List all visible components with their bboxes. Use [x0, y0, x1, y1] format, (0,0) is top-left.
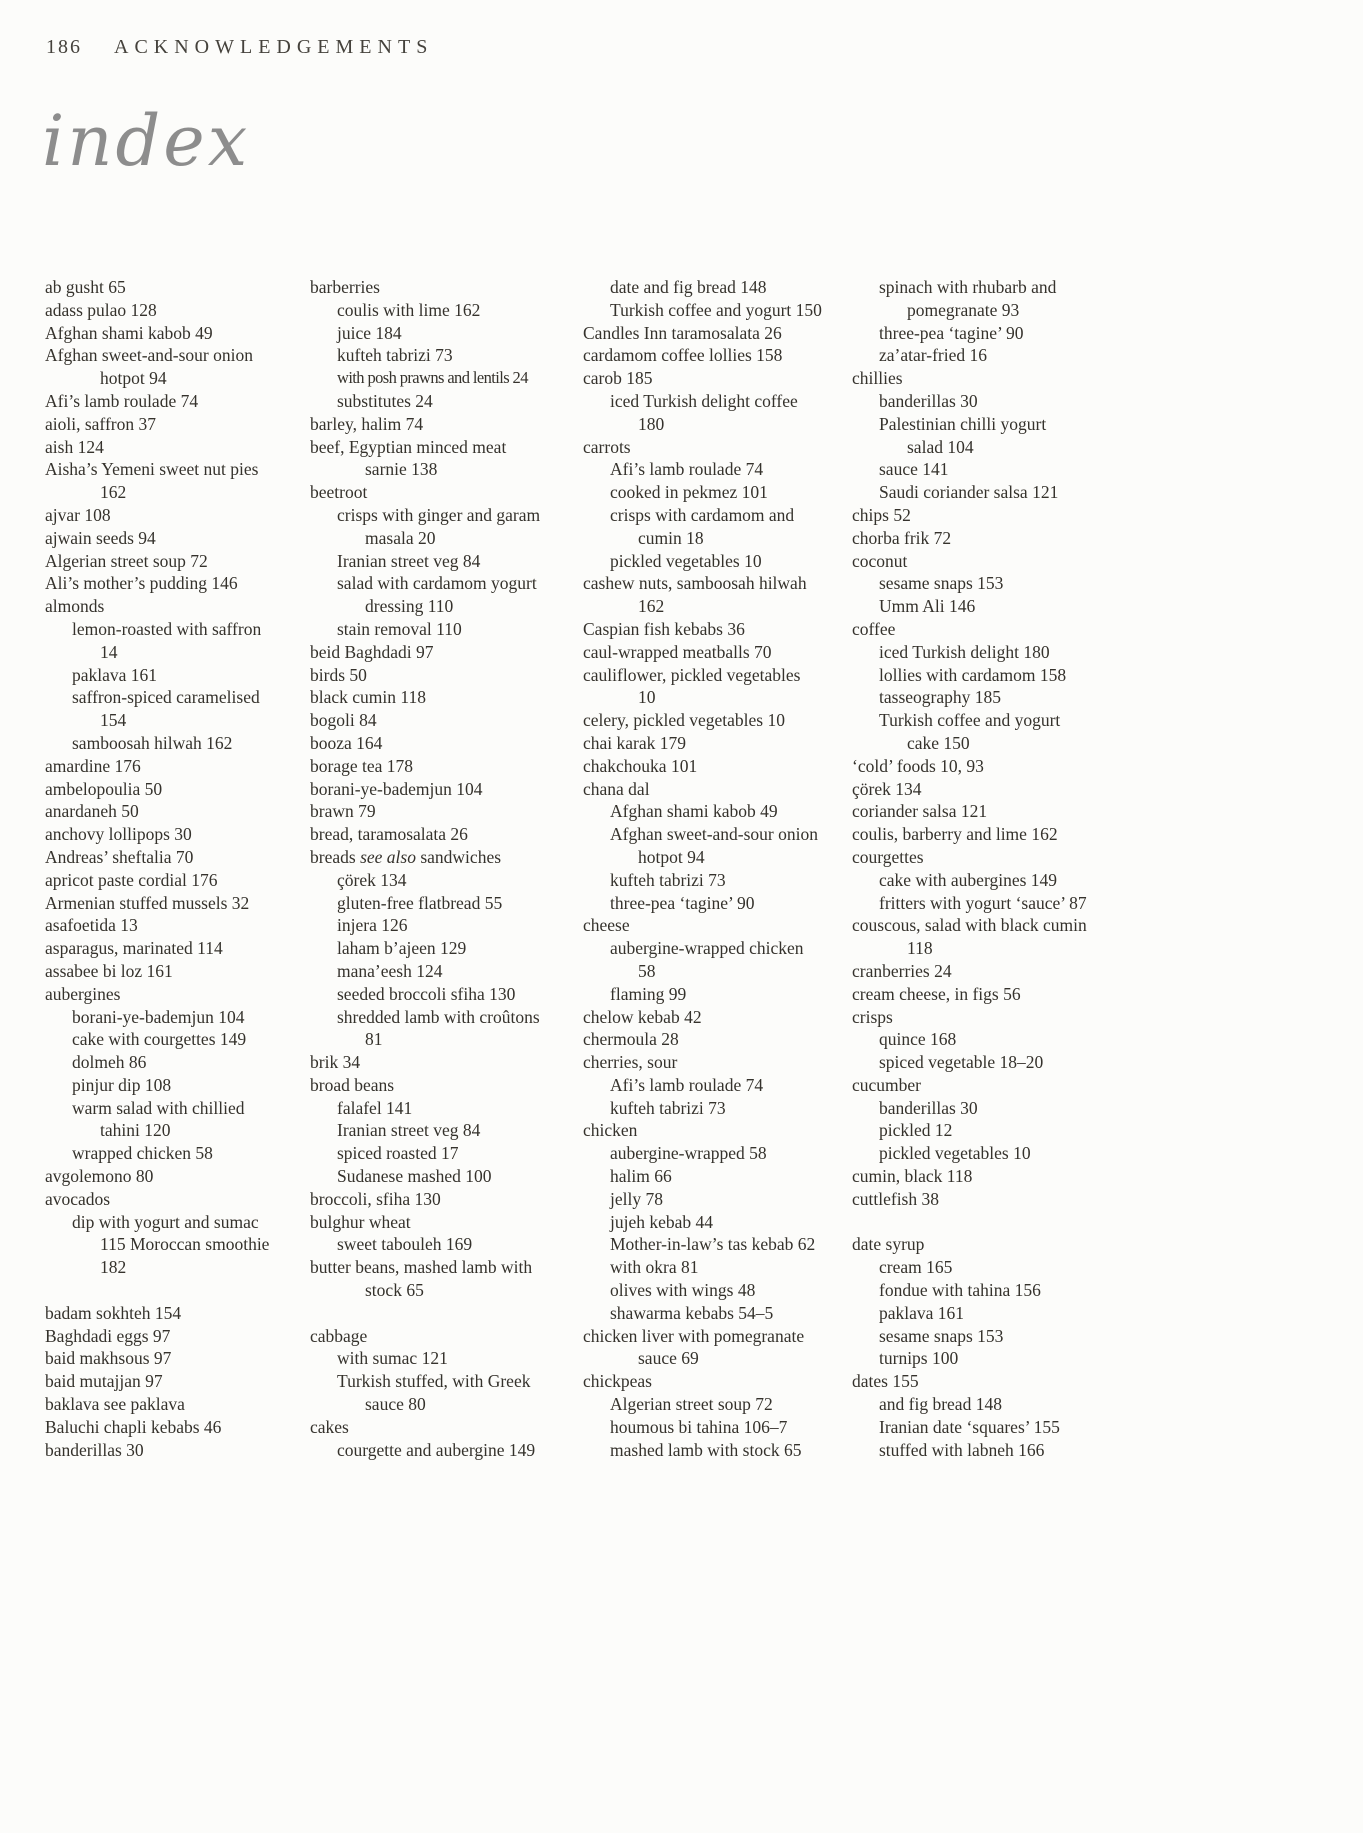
index-entry: laham b’ajeen 129 [337, 938, 467, 959]
index-entry-text: breads [310, 846, 361, 867]
index-entry: Afghan sweet-and-sour onion [610, 824, 819, 845]
index-entry: assabee bi loz 161 [45, 960, 173, 981]
index-entry: beef, Egyptian minced meat [310, 436, 507, 457]
index-entry: cabbage [310, 1325, 368, 1346]
index-entry: cashew nuts, samboosah hilwah [583, 573, 807, 594]
index-entry: cucumber [852, 1074, 921, 1095]
index-entry: Afi’s lamb roulade 74 [610, 459, 764, 480]
index-entry: Armenian stuffed mussels 32 [45, 892, 250, 913]
index-entry: date syrup [852, 1234, 925, 1255]
index-entry: coriander salsa 121 [852, 801, 988, 822]
index-entry: cuttlefish 38 [852, 1188, 939, 1209]
index-entry: sweet tabouleh 169 [337, 1234, 473, 1255]
index-entry: gluten-free flatbread 55 [337, 892, 503, 913]
index-entry: cream cheese, in figs 56 [852, 983, 1021, 1004]
index-column [852, 276, 1116, 1461]
index-entry: Iranian street veg 84 [337, 1120, 481, 1141]
index-entry: hotpot 94 [638, 846, 705, 867]
index-entry: Caspian fish kebabs 36 [583, 618, 745, 639]
index-entry: salad with cardamom yogurt [337, 573, 537, 594]
index-entry: Turkish stuffed, with Greek [337, 1371, 531, 1392]
index-entry: chicken liver with pomegranate [583, 1325, 805, 1346]
index-entry: Turkish coffee and yogurt 150 [610, 299, 822, 320]
index-entry: iced Turkish delight coffee [610, 390, 798, 411]
index-entry: with okra 81 [610, 1257, 699, 1278]
index-entry: 115 Moroccan smoothie [100, 1234, 270, 1255]
index-entry: dressing 110 [365, 596, 454, 617]
index-entry: chorba frik 72 [852, 527, 952, 548]
index-entry: banderillas 30 [879, 1097, 978, 1118]
index-entry: Iranian street veg 84 [337, 550, 481, 571]
index-entry: Baghdadi eggs 97 [45, 1325, 171, 1346]
index-entry: Candles Inn taramosalata 26 [583, 322, 782, 343]
index-entry: 14 [100, 641, 118, 662]
index-entry: sauce 80 [365, 1394, 426, 1415]
index-entry: samboosah hilwah 162 [72, 732, 233, 753]
index-entry: bogoli 84 [310, 710, 377, 731]
index-entry-cross-ref: see also [360, 846, 416, 867]
index-entry: amardine 176 [45, 755, 141, 776]
index-entry: Saudi coriander salsa 121 [879, 482, 1059, 503]
index-entry: Turkish coffee and yogurt [879, 710, 1061, 731]
index-entry: paklava 161 [879, 1302, 965, 1323]
index-entry: Afi’s lamb roulade 74 [45, 390, 199, 411]
index-entry: caul-wrapped meatballs 70 [583, 641, 772, 662]
index-entry: lemon-roasted with saffron [72, 618, 262, 639]
index-entry: cake 150 [907, 732, 970, 753]
index-entry: borani-ye-bademjun 104 [72, 1006, 245, 1027]
index-entry: anchovy lollipops 30 [45, 824, 192, 845]
index-entry: za’atar-fried 16 [879, 345, 987, 366]
index-entry: cake with courgettes 149 [72, 1029, 247, 1050]
index-entry: pickled vegetables 10 [610, 550, 762, 571]
index-entry: mana’eesh 124 [337, 960, 443, 981]
index-entry: 81 [365, 1029, 383, 1050]
index-entry: 162 [638, 596, 665, 617]
index-entry: badam sokhteh 154 [45, 1302, 182, 1323]
index-entry: ambelopoulia 50 [45, 778, 163, 799]
index-entry: sauce 141 [879, 459, 949, 480]
index-entry: baid makhsous 97 [45, 1348, 172, 1369]
index-entry: beid Baghdadi 97 [310, 641, 434, 662]
index-entry: cardamom coffee lollies 158 [583, 345, 783, 366]
index-entry: iced Turkish delight 180 [879, 641, 1050, 662]
index-entry: Baluchi chapli kebabs 46 [45, 1416, 222, 1437]
index-column [310, 276, 574, 1461]
index-entry: 58 [638, 960, 656, 981]
index-entry: ajvar 108 [45, 504, 111, 525]
index-entry: 10 [638, 687, 656, 708]
index-entry: chelow kebab 42 [583, 1006, 702, 1027]
index-entry: shawarma kebabs 54–5 [610, 1302, 774, 1323]
index-entry: aish 124 [45, 436, 104, 457]
index-entry: substitutes 24 [337, 390, 433, 411]
index-entry: Aisha’s Yemeni sweet nut pies [45, 459, 259, 480]
index-entry: coconut [852, 550, 908, 571]
index-entry: coulis with lime 162 [337, 299, 481, 320]
index-entry: mashed lamb with stock 65 [610, 1439, 802, 1460]
index-entry: aubergines [45, 983, 121, 1004]
index-entry: chips 52 [852, 504, 911, 525]
index-entry: celery, pickled vegetables 10 [583, 710, 785, 731]
index-entry: borage tea 178 [310, 755, 414, 776]
index-entry: 118 [907, 938, 933, 959]
index-entry: butter beans, mashed lamb with [310, 1257, 533, 1278]
index-entry: tahini 120 [100, 1120, 171, 1141]
index-entry: dolmeh 86 [72, 1052, 147, 1073]
index-entry: courgette and aubergine 149 [337, 1439, 536, 1460]
running-head [46, 36, 433, 59]
index-entry: masala 20 [365, 527, 436, 548]
index-entry: 182 [100, 1257, 127, 1278]
index-entry: seeded broccoli sfiha 130 [337, 983, 516, 1004]
index-entry: Algerian street soup 72 [610, 1394, 773, 1415]
index-entry: coulis, barberry and lime 162 [852, 824, 1058, 845]
index-entry: with posh prawns and lentils 24 [337, 368, 528, 388]
index-entry: hotpot 94 [100, 368, 167, 389]
index-entry: aioli, saffron 37 [45, 413, 156, 434]
index-entry: Afghan shami kabob 49 [45, 322, 213, 343]
index-entry: chai karak 179 [583, 732, 687, 753]
index-entry: Iranian date ‘squares’ 155 [879, 1416, 1060, 1437]
index-entry: cake with aubergines 149 [879, 869, 1058, 890]
running-head-label: ACKNOWLEDGEMENTS [114, 36, 434, 58]
index-entry [310, 846, 574, 869]
index-entry: 180 [638, 413, 665, 434]
index-entry: Mother-in-law’s tas kebab 62 [610, 1234, 816, 1255]
index-entry: chakchouka 101 [583, 755, 698, 776]
index-entry: spiced vegetable 18–20 [879, 1052, 1044, 1073]
index-entry: lollies with cardamom 158 [879, 664, 1067, 685]
index-entry: with sumac 121 [337, 1348, 448, 1369]
index-entry: stock 65 [365, 1280, 424, 1301]
index-entry: jujeh kebab 44 [610, 1211, 714, 1232]
index-column [583, 276, 847, 1461]
index-entry: borani-ye-bademjun 104 [310, 778, 483, 799]
index-entry: paklava 161 [72, 664, 158, 685]
index-entry: spiced roasted 17 [337, 1143, 459, 1164]
index-entry: warm salad with chillied [72, 1097, 245, 1118]
index-entry: carob 185 [583, 368, 653, 389]
index-entry: and fig bread 148 [879, 1394, 1002, 1415]
index-entry: wrapped chicken 58 [72, 1143, 213, 1164]
index-entry: three-pea ‘tagine’ 90 [610, 892, 755, 913]
index-entry: ab gusht 65 [45, 277, 126, 297]
index-entry: olives with wings 48 [610, 1280, 756, 1301]
index-entry: tasseography 185 [879, 687, 1001, 708]
index-entry: Afi’s lamb roulade 74 [610, 1074, 764, 1095]
index-entry: kufteh tabrizi 73 [337, 345, 453, 366]
index-entry: crisps with ginger and garam [337, 504, 541, 525]
index-entry: baklava see paklava [45, 1394, 185, 1415]
index-entry: carrots [583, 436, 631, 457]
index-entry: stain removal 110 [337, 618, 462, 639]
index-entry: cherries, sour [583, 1052, 678, 1073]
index-entry: Andreas’ sheftalia 70 [45, 846, 194, 867]
index-entry: brawn 79 [310, 801, 376, 822]
index-entry: injera 126 [337, 915, 408, 936]
index-entry: broad beans [310, 1074, 395, 1095]
index-entry: sesame snaps 153 [879, 573, 1004, 594]
index-entry: bulghur wheat [310, 1211, 411, 1232]
index-entry: crisps with cardamom and [610, 504, 795, 525]
index-entry-text: sandwiches [415, 846, 502, 867]
index-entry: chickpeas [583, 1371, 652, 1392]
index-entry: halim 66 [610, 1166, 672, 1187]
index-entry: Algerian street soup 72 [45, 550, 208, 571]
index-entry: houmous bi tahina 106–7 [610, 1416, 788, 1437]
index-entry: çörek 134 [337, 869, 407, 890]
index-entry: aubergine-wrapped 58 [610, 1143, 767, 1164]
index-entry: barberries [310, 277, 380, 297]
index-entry: salad 104 [907, 436, 974, 457]
index-entry: cheese [583, 915, 630, 936]
index-entry: Ali’s mother’s pudding 146 [45, 573, 238, 594]
index-entry: banderillas 30 [879, 390, 978, 411]
index-entry: broccoli, sfiha 130 [310, 1188, 441, 1209]
page-number: 186 [46, 36, 82, 58]
index-entry: three-pea ‘tagine’ 90 [879, 322, 1024, 343]
index-entry: cumin, black 118 [852, 1166, 973, 1187]
index-entry: quince 168 [879, 1029, 957, 1050]
index-entry: avgolemono 80 [45, 1166, 154, 1187]
index-entry: booza 164 [310, 732, 383, 753]
index-entry: stuffed with labneh 166 [879, 1439, 1045, 1460]
index-entry: courgettes [852, 846, 924, 867]
index-entry: coffee [852, 618, 896, 639]
index-entry: chermoula 28 [583, 1029, 679, 1050]
index-entry: saffron-spiced caramelised [72, 687, 260, 708]
index-entry: birds 50 [310, 664, 367, 685]
index-entry: Afghan sweet-and-sour onion [45, 345, 254, 366]
index-entry: brik 34 [310, 1052, 361, 1073]
index-entry: barley, halim 74 [310, 413, 424, 434]
index-entry: fondue with tahina 156 [879, 1280, 1041, 1301]
index-entry: banderillas 30 [45, 1439, 144, 1460]
index-entry: chicken [583, 1120, 638, 1141]
index-entry: pickled 12 [879, 1120, 953, 1141]
index-entry: black cumin 118 [310, 687, 426, 708]
index-entry: asafoetida 13 [45, 915, 138, 936]
index-entry: beetroot [310, 482, 368, 503]
index-entry: cooked in pekmez 101 [610, 482, 768, 503]
index-entry: fritters with yogurt ‘sauce’ 87 [879, 892, 1087, 913]
index-entry: cream 165 [879, 1257, 953, 1278]
index-entry: cranberries 24 [852, 960, 952, 981]
index-entry: dates 155 [852, 1371, 919, 1392]
index-entry: ajwain seeds 94 [45, 527, 156, 548]
index-entry: 162 [100, 482, 127, 503]
index-entry: Sudanese mashed 100 [337, 1166, 492, 1187]
index-entry: pickled vegetables 10 [879, 1143, 1031, 1164]
index-entry: anardaneh 50 [45, 801, 139, 822]
index-entry: turnips 100 [879, 1348, 959, 1369]
index-entry: flaming 99 [610, 983, 687, 1004]
index-entry: kufteh tabrizi 73 [610, 869, 726, 890]
index-entry: chana dal [583, 778, 650, 799]
index-entry: cakes [310, 1416, 349, 1437]
index-entry: Palestinian chilli yogurt [879, 413, 1047, 434]
index-entry: crisps [852, 1006, 893, 1027]
index-entry: pinjur dip 108 [72, 1074, 172, 1095]
index-entry: aubergine-wrapped chicken [610, 938, 804, 959]
index-entry: jelly 78 [610, 1188, 663, 1209]
index-entry: cauliflower, pickled vegetables [583, 664, 801, 685]
index-entry: date and fig bread 148 [610, 277, 767, 297]
index-entry: kufteh tabrizi 73 [610, 1097, 726, 1118]
index-entry: cumin 18 [638, 527, 704, 548]
index-entry: asparagus, marinated 114 [45, 938, 223, 959]
index-entry: sarnie 138 [365, 459, 438, 480]
index-entry: 154 [100, 710, 127, 731]
index-entry: almonds [45, 596, 105, 617]
index-entry: çörek 134 [852, 778, 922, 799]
index-entry: juice 184 [337, 322, 402, 343]
index-entry: dip with yogurt and sumac [72, 1211, 259, 1232]
index-entry: ‘cold’ foods 10, 93 [852, 755, 984, 776]
index-entry: falafel 141 [337, 1097, 413, 1118]
index-entry: pomegranate 93 [907, 299, 1020, 320]
index-entry: avocados [45, 1188, 111, 1209]
index-entry: bread, taramosalata 26 [310, 824, 468, 845]
index-entry: chillies [852, 368, 903, 389]
index-entry: sauce 69 [638, 1348, 699, 1369]
index-entry: adass pulao 128 [45, 299, 157, 320]
index-entry: Afghan shami kabob 49 [610, 801, 778, 822]
index-entry: couscous, salad with black cumin [852, 915, 1087, 936]
index-column [45, 276, 309, 1461]
index-entry: spinach with rhubarb and [879, 277, 1057, 297]
index-entry: apricot paste cordial 176 [45, 869, 218, 890]
index-entry: shredded lamb with croûtons [337, 1006, 540, 1027]
index-entry: Umm Ali 146 [879, 596, 976, 617]
page-title: index [42, 100, 251, 182]
index-entry: sesame snaps 153 [879, 1325, 1004, 1346]
index-entry: baid mutajjan 97 [45, 1371, 163, 1392]
